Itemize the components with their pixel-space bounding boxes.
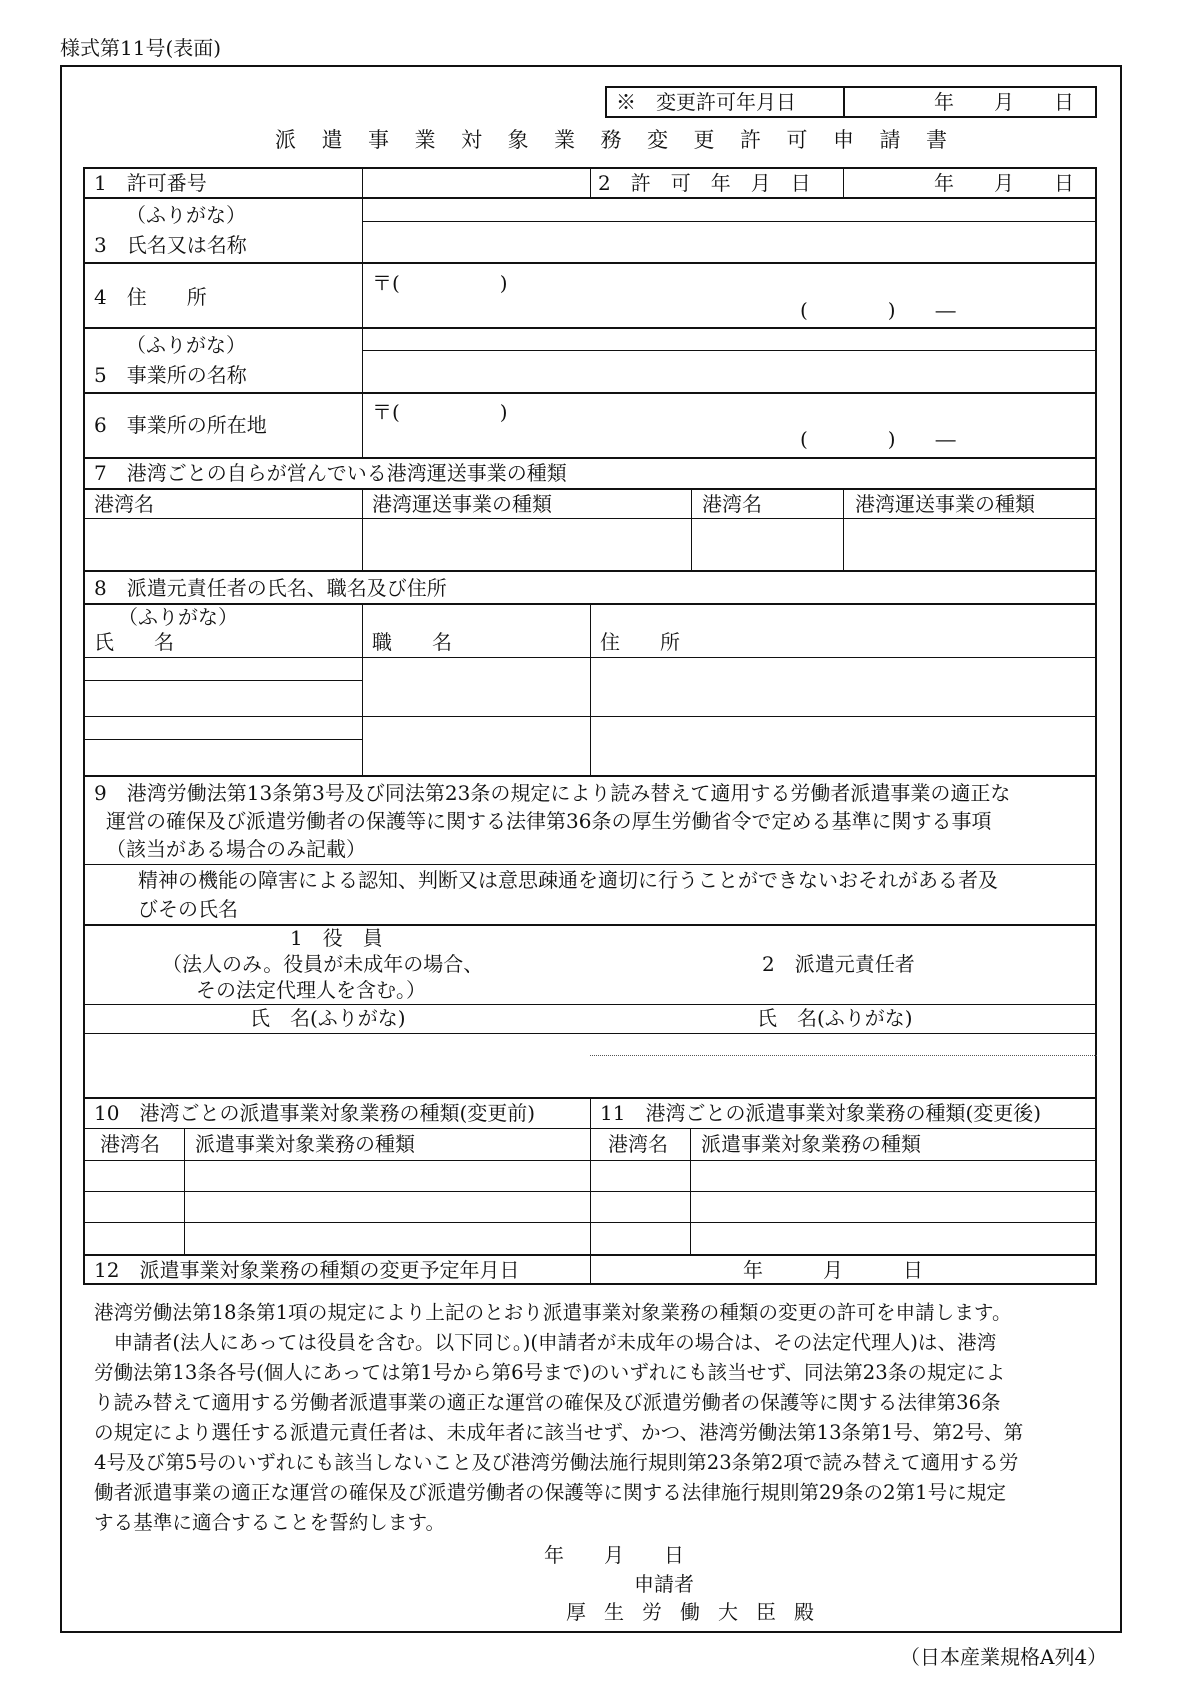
row9-sub-line-1: 精神の機能の障害による認知、判断又は意思疎通を適切に行うことができないおそれがある者及 [138, 868, 998, 892]
row10-col-type: 派遣事業対象業務の種類 [195, 1132, 415, 1156]
address-postal[interactable]: 〒( ) [372, 271, 508, 295]
declaration-line-4: り読み替えて適用する労働者派遣事業の適正な運営の確保及び派遣労働者の保護等に関する法律第36条 [94, 1391, 1001, 1414]
row12-label: 12 派遣事業対象業務の種類の変更予定年月日 [94, 1258, 520, 1282]
manager-label: 2 派遣元責任者 [762, 952, 915, 976]
page-border [60, 65, 1122, 1633]
row11-col-port: 港湾名 [608, 1132, 668, 1156]
row7-label: 7 港湾ごとの自らが営んでいる港湾運送事業の種類 [94, 461, 567, 485]
row7-col-type: 港湾運送事業の種類 [372, 492, 552, 516]
row8-col-title: 職 名 [372, 630, 452, 654]
row11-col-type: 派遣事業対象業務の種類 [701, 1132, 921, 1156]
row5-furigana-label: （ふりがな） [126, 333, 246, 357]
row11-label: 11 港湾ごとの派遣事業対象業務の種類(変更後) [600, 1101, 1042, 1125]
row9-line-1: 9 港湾労働法第13条第3号及び同法第23条の規定により読み替えて適用する労働者派遣事業の適正な [94, 781, 1011, 805]
row5-label: 5 事業所の名称 [94, 363, 247, 387]
row8-col-address: 住 所 [600, 630, 680, 654]
row7-col-port2: 港湾名 [702, 492, 762, 516]
row6-label: 6 事業所の所在地 [94, 413, 267, 437]
row7-col-port: 港湾名 [94, 492, 154, 516]
row4-label: 4 住 所 [94, 285, 207, 309]
row7-col-type2: 港湾運送事業の種類 [855, 492, 1035, 516]
declaration-line-6: 4号及び第5号のいずれにも該当しないこと及び港湾労働法施行規則第23条第2項で読み替えて適用する労 [94, 1451, 1019, 1474]
declaration-line-8: する基準に適合することを誓約します。 [94, 1511, 446, 1534]
form-number: 様式第11号(表面) [60, 36, 222, 60]
row8-furigana: （ふりがな） [118, 605, 238, 629]
row9-line-2: 運営の確保及び派遣労働者の保護等に関する法律第36条の厚生労働省令で定める基準に関する事項 [106, 809, 992, 833]
permit-date[interactable]: 年 月 日 [934, 171, 1074, 195]
row10-col-port: 港湾名 [100, 1132, 160, 1156]
row2-label: 2 許 可 年 月 日 [598, 171, 811, 195]
official-use-date[interactable]: 年 月 日 [934, 90, 1074, 114]
declaration-line-5: の規定により選任する派遣元責任者は、未成年者に該当せず、かつ、港湾労働法第13条第1号、第2号、第 [94, 1421, 1024, 1444]
officers-note-2: その法定代理人を含む。） [196, 978, 426, 1002]
row3-furigana-label: （ふりがな） [126, 203, 246, 227]
row10-label: 10 港湾ごとの派遣事業対象業務の種類(変更前) [94, 1101, 536, 1125]
change-date[interactable]: 年 月 日 [743, 1258, 923, 1282]
officers-note-1: （法人のみ。役員が未成年の場合、 [162, 952, 484, 976]
official-use-label: ※ 変更許可年月日 [616, 90, 796, 114]
row8-col-name: 氏 名 [94, 630, 174, 654]
addressee: 厚生労働大臣殿 [566, 1600, 832, 1624]
row1-label: 1 許可番号 [94, 171, 207, 195]
officer-name-furigana-header: 氏 名(ふりがな) [250, 1006, 406, 1030]
paper-size-note: （日本産業規格A列4） [900, 1645, 1108, 1669]
applicant-label: 申請者 [634, 1572, 694, 1596]
row9-sub-line-2: びその氏名 [138, 897, 238, 921]
document-title: 派遣事業対象業務変更許可申請書 [275, 128, 973, 152]
address-phone[interactable]: ( ) ― [800, 298, 956, 322]
row8-label: 8 派遣元責任者の氏名、職名及び住所 [94, 576, 447, 600]
signature-date[interactable]: 年 月 日 [544, 1543, 684, 1567]
officers-label: 1 役 員 [290, 926, 383, 950]
office-phone[interactable]: ( ) ― [800, 427, 956, 451]
declaration-line-1: 港湾労働法第18条第1項の規定により上記のとおり派遣事業対象業務の種類の変更の許可を申請します。 [94, 1301, 1012, 1324]
manager-name-furigana-header: 氏 名(ふりがな) [757, 1006, 913, 1030]
declaration-line-7: 働者派遣事業の適正な運営の確保及び派遣労働者の保護等に関する法律施行規則第29条の2第1号に規定 [94, 1481, 1006, 1504]
office-postal[interactable]: 〒( ) [372, 400, 508, 424]
declaration-line-2: 申請者(法人にあっては役員を含む。以下同じ。)(申請者が未成年の場合は、その法定代理人)は、港湾 [94, 1331, 997, 1354]
row9-line-3: （該当がある場合のみ記載） [106, 837, 366, 861]
row3-label: 3 氏名又は名称 [94, 233, 247, 257]
declaration-line-3: 労働法第13条各号(個人にあっては第1号から第6号まで)のいずれにも該当せず、同法第23条の規定によ [94, 1361, 1006, 1384]
